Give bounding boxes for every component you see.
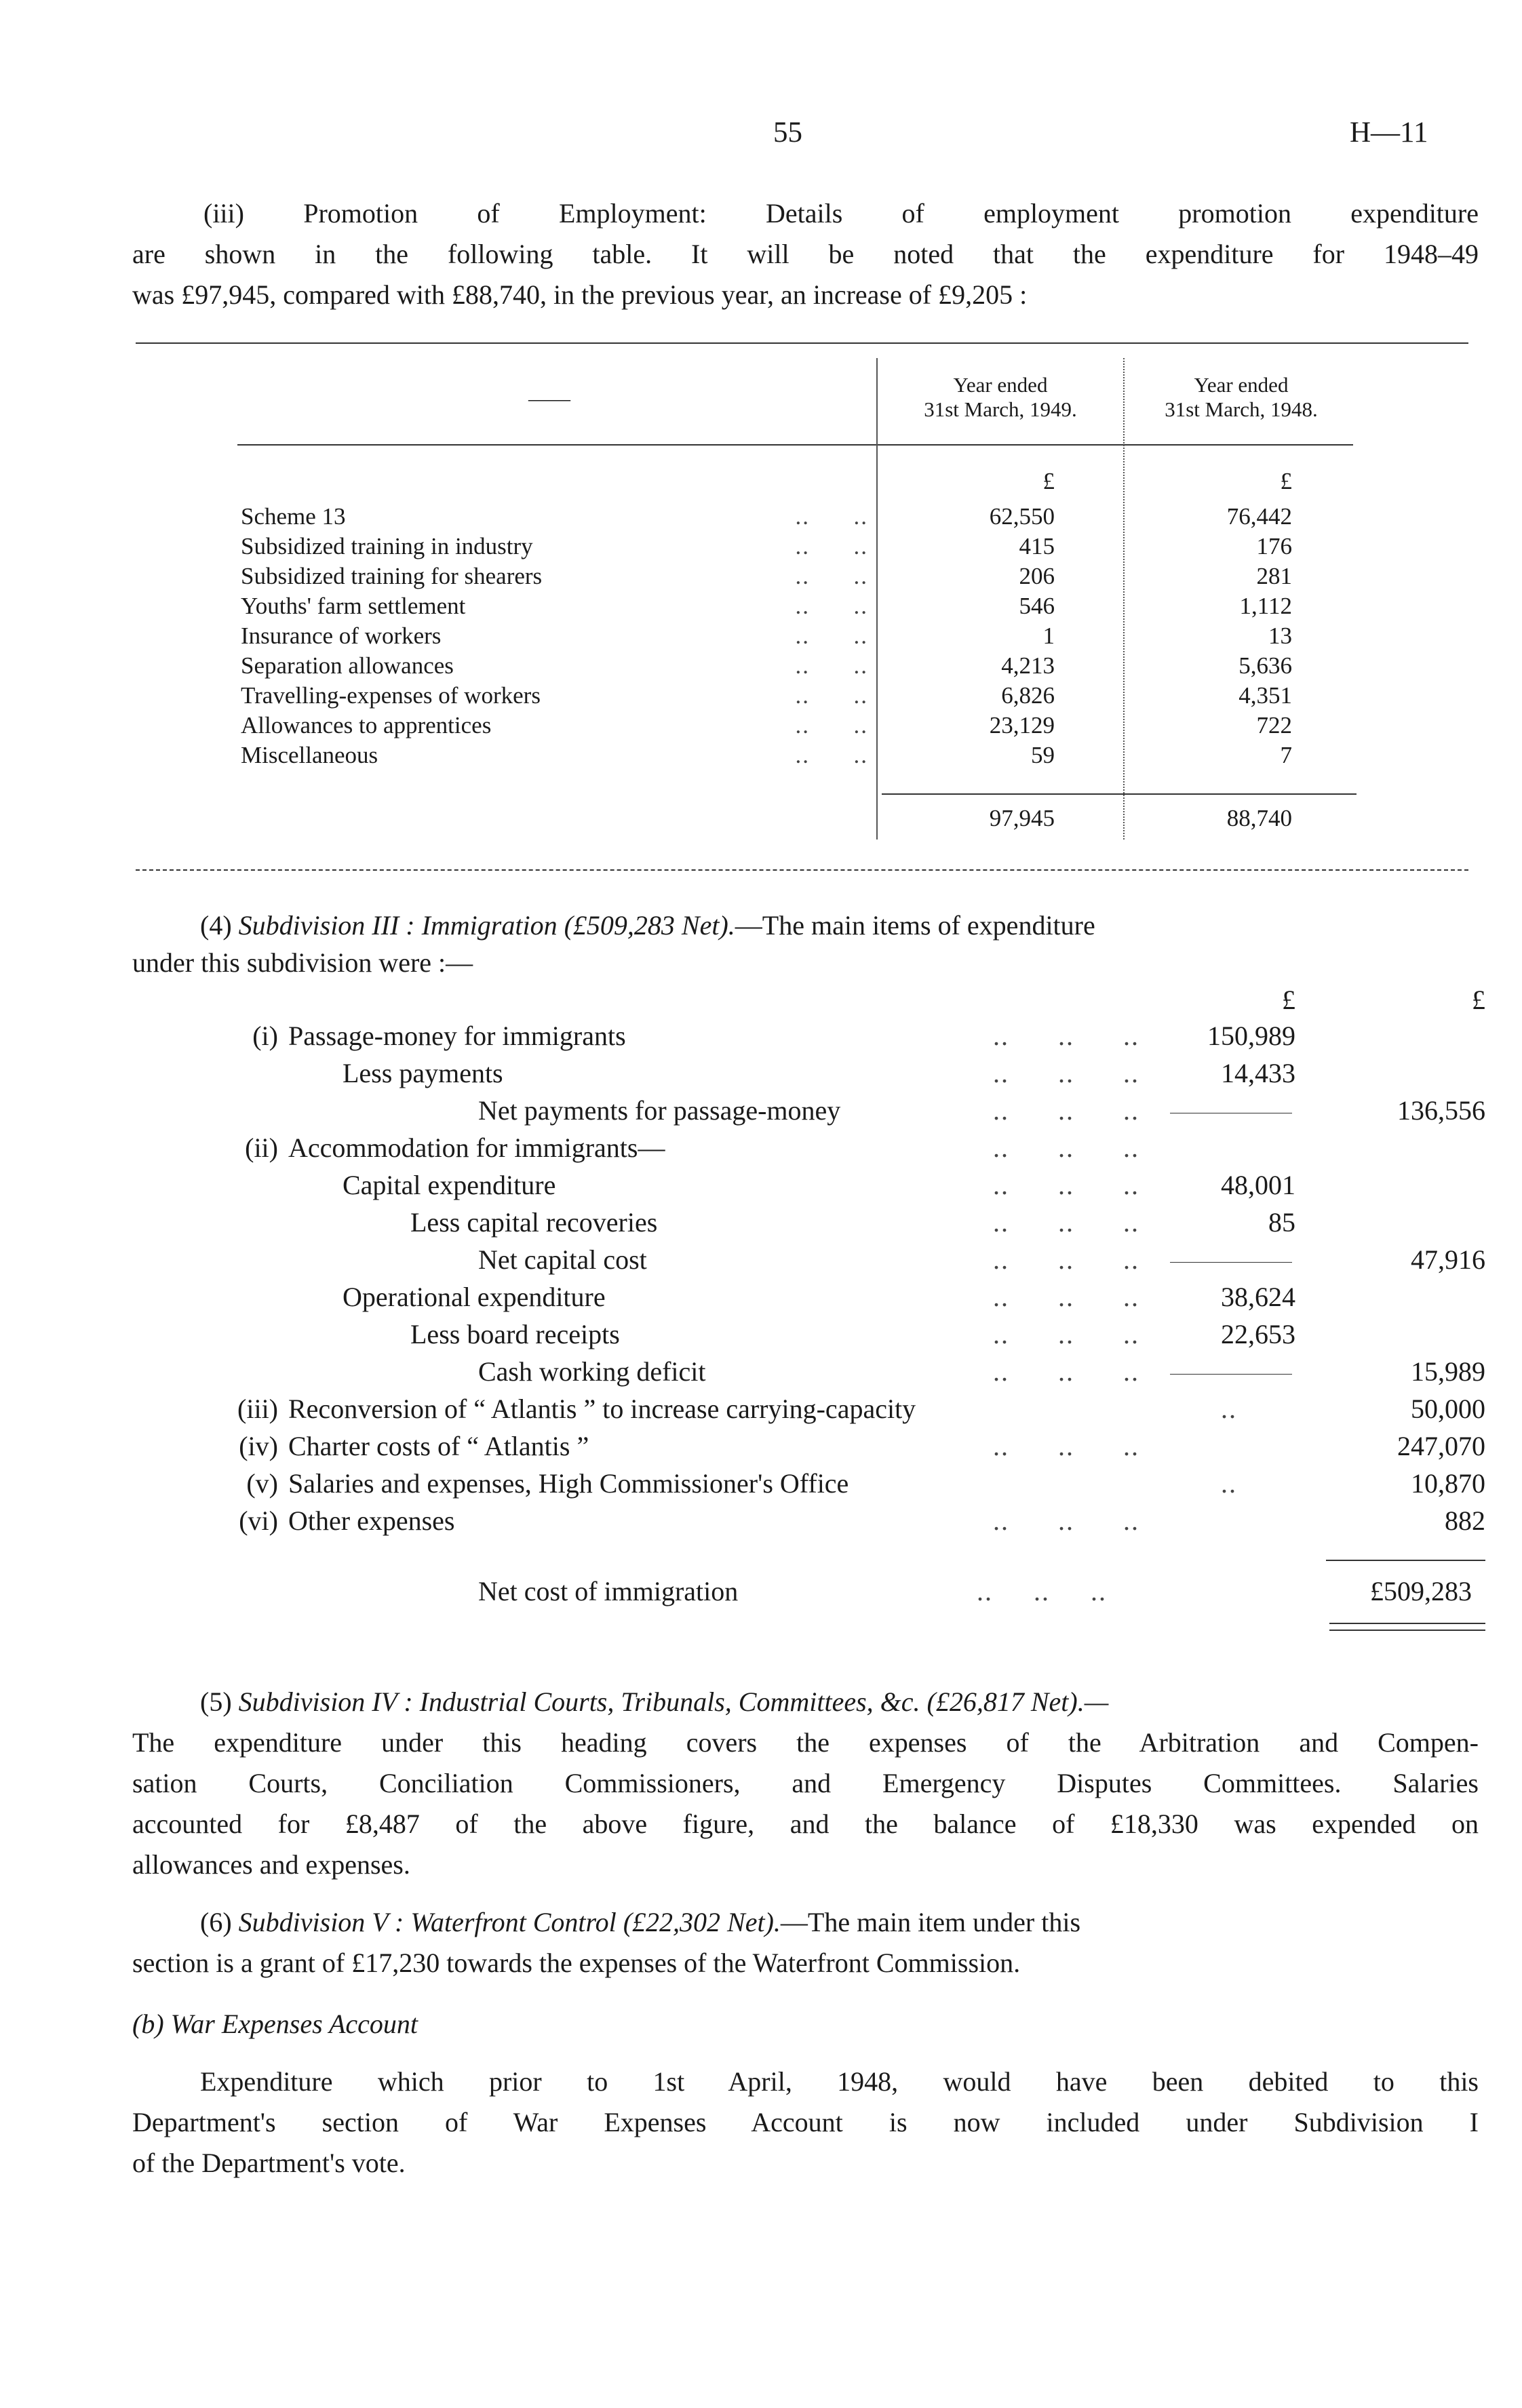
unit-pound-1949: £ xyxy=(1042,468,1055,494)
table-cell-1949: 62,550 xyxy=(989,503,1055,530)
waterfront-heading-title: Subdivision V : Waterfront Control (£22,302 Net). xyxy=(238,1907,781,1937)
immigration-heading xyxy=(200,909,1489,943)
immigration-item-number: (v) xyxy=(246,1468,278,1499)
table-cell-1949: 415 xyxy=(1019,533,1055,559)
immigration-item-leader: .. .. .. xyxy=(993,1095,1139,1126)
immigration-item-total: 10,870 xyxy=(1411,1468,1485,1499)
immigration-item-leader: .. .. .. xyxy=(993,1170,1139,1200)
table-row-leader: .. .. xyxy=(795,593,868,619)
immigration-item-leader: .. .. .. xyxy=(993,1207,1139,1238)
immigration-item-leader: .. .. .. xyxy=(993,1319,1139,1349)
immigration-item-leader: .. xyxy=(1221,1468,1237,1499)
immigration-item-total: 136,556 xyxy=(1397,1095,1485,1126)
immigration-item-total: 882 xyxy=(1445,1505,1485,1536)
column-header-1949 xyxy=(885,373,1116,422)
table-row-label: Travelling-expenses of workers xyxy=(241,682,541,709)
promotion-paragraph-line-2: are shown in the following table. It will be noted that the expenditure for 1948–49 xyxy=(132,239,1479,269)
immigration-heading-number: (4) xyxy=(200,910,232,941)
immigration-item-leader: .. .. .. xyxy=(993,1282,1139,1312)
immigration-item-leader: .. .. .. xyxy=(993,1505,1139,1536)
immigration-subtotal-rule xyxy=(1170,1374,1292,1375)
table-row-leader: .. .. xyxy=(795,503,868,530)
immigration-item-amount: 38,624 xyxy=(1221,1282,1295,1312)
table-cell-1949: 546 xyxy=(1019,593,1055,619)
table-row-leader: .. .. xyxy=(795,623,868,649)
war-expenses-line-3: of the Department's vote. xyxy=(132,2148,406,2178)
immigration-item-leader: .. .. .. xyxy=(993,1021,1139,1051)
immigration-item-amount: 48,001 xyxy=(1221,1170,1295,1200)
immigration-item-label: Operational expenditure xyxy=(343,1282,606,1312)
table-cell-1949: 6,826 xyxy=(1001,682,1055,709)
immigration-item-leader: .. xyxy=(1221,1394,1237,1424)
immigration-item-total: 47,916 xyxy=(1411,1244,1485,1275)
table-row-leader: .. .. xyxy=(795,533,868,559)
immigration-item-label: Less board receipts xyxy=(410,1319,620,1349)
table-row-leader: .. .. xyxy=(795,682,868,709)
industrial-courts-line-1: The expenditure under this heading covers the expenses of the Arbitration and Compen- xyxy=(132,1727,1479,1758)
immigration-item-number: (vi) xyxy=(239,1505,278,1536)
table-row-label: Subsidized training for shearers xyxy=(241,563,543,589)
immigration-item-amount: 150,989 xyxy=(1207,1021,1295,1051)
immigration-item-number: (iii) xyxy=(237,1394,278,1424)
industrial-courts-heading-number: (5) xyxy=(200,1686,232,1717)
table-row-leader: .. .. xyxy=(795,652,868,679)
immigration-intro: under this subdivision were :— xyxy=(132,947,473,978)
war-expenses-heading-number: (b) xyxy=(132,2009,164,2039)
table-column-divider-2 xyxy=(1123,358,1125,840)
immigration-unit-b: £ xyxy=(1472,985,1485,1015)
immigration-item-total: 50,000 xyxy=(1411,1394,1485,1424)
immigration-heading-rest: —The main items of expenditure xyxy=(735,910,1095,941)
war-expenses-line-2: Department's section of War Expenses Account is now included under Subdivision I xyxy=(132,2107,1479,2137)
net-cost-rule xyxy=(1326,1560,1485,1561)
page-number: 55 xyxy=(773,117,802,149)
net-cost-leader: .. .. .. xyxy=(977,1576,1107,1606)
industrial-courts-heading-title: Subdivision IV : Industrial Courts, Tribunals, Committees, &c. (£26,817 Net).— xyxy=(238,1686,1109,1717)
table-total-rule xyxy=(882,793,1357,795)
column-header-1949-line2: 31st March, 1949. xyxy=(924,397,1077,421)
immigration-item-total: 15,989 xyxy=(1411,1356,1485,1387)
immigration-item-amount: 85 xyxy=(1268,1207,1295,1238)
industrial-courts-heading xyxy=(200,1685,1489,1719)
table-row-leader: .. .. xyxy=(795,712,868,738)
net-cost-double-rule-1 xyxy=(1329,1623,1485,1624)
immigration-item-number: (ii) xyxy=(245,1132,278,1163)
table-bottom-rule xyxy=(136,869,1468,871)
table-cell-1948: 722 xyxy=(1256,712,1292,738)
immigration-item-number: (i) xyxy=(252,1021,278,1051)
table-cell-1949: 4,213 xyxy=(1001,652,1055,679)
table-stub-header: —— xyxy=(528,387,570,410)
immigration-item-amount: 22,653 xyxy=(1221,1319,1295,1349)
table-top-rule xyxy=(136,342,1468,344)
unit-pound-1948: £ xyxy=(1280,468,1292,494)
table-cell-1949: 59 xyxy=(1031,742,1055,768)
table-cell-1948: 76,442 xyxy=(1226,503,1292,530)
immigration-item-label: Salaries and expenses, High Commissioner's Office xyxy=(288,1468,849,1499)
table-cell-1949: 23,129 xyxy=(989,712,1055,738)
table-row-label: Subsidized training in industry xyxy=(241,533,533,559)
table-row-label: Insurance of workers xyxy=(241,623,442,649)
table-row-label: Miscellaneous xyxy=(241,742,378,768)
immigration-item-label: Net capital cost xyxy=(478,1244,647,1275)
table-row-leader: .. .. xyxy=(795,563,868,589)
immigration-item-label: Passage-money for immigrants xyxy=(288,1021,626,1051)
table-row-label: Scheme 13 xyxy=(241,503,346,530)
immigration-unit-a: £ xyxy=(1282,985,1295,1015)
war-expenses-heading-title: War Expenses Account xyxy=(170,2009,418,2039)
promotion-paragraph-line-1: (iii) Promotion of Employment: Details of employment promotion expenditure xyxy=(203,198,1479,229)
waterfront-line-2: section is a grant of £17,230 towards the expenses of the Waterfront Commission. xyxy=(132,1948,1021,1978)
promotion-paragraph-line-3: was £97,945, compared with £88,740, in the previous year, an increase of £9,205 : xyxy=(132,279,1028,310)
immigration-heading-title: Subdivision III : Immigration (£509,283 Net). xyxy=(238,910,735,941)
table-cell-1948: 281 xyxy=(1256,563,1292,589)
immigration-item-label: Capital expenditure xyxy=(343,1170,556,1200)
table-cell-1948: 176 xyxy=(1256,533,1292,559)
table-cell-1948: 13 xyxy=(1268,623,1292,649)
document-reference: H—11 xyxy=(1350,117,1428,149)
column-header-1948-line2: 31st March, 1948. xyxy=(1165,397,1318,421)
table-row-label: Youths' farm settlement xyxy=(241,593,466,619)
column-header-1948-line1: Year ended xyxy=(1194,373,1289,397)
net-cost-label: Net cost of immigration xyxy=(478,1576,739,1606)
immigration-item-label: Charter costs of “ Atlantis ” xyxy=(288,1431,589,1461)
immigration-item-number: (iv) xyxy=(239,1431,278,1461)
immigration-item-label: Cash working deficit xyxy=(478,1356,706,1387)
table-column-divider-1 xyxy=(876,358,878,840)
immigration-subtotal-rule xyxy=(1170,1262,1292,1263)
immigration-item-total: 247,070 xyxy=(1397,1431,1485,1461)
immigration-item-label: Reconversion of “ Atlantis ” to increase carrying-capacity xyxy=(288,1394,916,1424)
immigration-item-leader: .. .. .. xyxy=(993,1244,1139,1275)
waterfront-heading-number: (6) xyxy=(200,1907,232,1937)
immigration-item-label: Other expenses xyxy=(288,1505,455,1536)
waterfront-heading xyxy=(200,1906,1489,1939)
industrial-courts-line-3: accounted for £8,487 of the above figure, and the balance of £18,330 was expended on xyxy=(132,1809,1479,1839)
table-cell-1948: 4,351 xyxy=(1238,682,1292,709)
net-cost-double-rule-2 xyxy=(1329,1630,1485,1631)
table-cell-1948: 5,636 xyxy=(1238,652,1292,679)
immigration-item-leader: .. .. .. xyxy=(993,1058,1139,1088)
immigration-item-label: Less payments xyxy=(343,1058,503,1088)
immigration-item-leader: .. .. .. xyxy=(993,1132,1139,1163)
table-cell-1949: 206 xyxy=(1019,563,1055,589)
column-header-1949-line1: Year ended xyxy=(953,373,1048,397)
table-header-rule xyxy=(237,444,1353,446)
industrial-courts-line-2: sation Courts, Conciliation Commissioners, and Emergency Disputes Committees. Salaries xyxy=(132,1768,1479,1798)
table-cell-1948: 7 xyxy=(1280,742,1292,768)
war-expenses-line-1: Expenditure which prior to 1st April, 1948, would have been debited to this xyxy=(200,2066,1479,2097)
column-header-1948 xyxy=(1133,373,1350,422)
waterfront-heading-rest: —The main item under this xyxy=(780,1907,1081,1937)
immigration-item-label: Less capital recoveries xyxy=(410,1207,658,1238)
immigration-item-leader: .. .. .. xyxy=(993,1356,1139,1387)
immigration-item-leader: .. .. .. xyxy=(993,1431,1139,1461)
net-cost-value: £509,283 xyxy=(1370,1576,1472,1606)
war-expenses-heading xyxy=(132,2007,418,2041)
table-row-leader: .. .. xyxy=(795,742,868,768)
table-cell-1948: 1,112 xyxy=(1239,593,1292,619)
immigration-item-label: Net payments for passage-money xyxy=(478,1095,841,1126)
total-1949: 97,945 xyxy=(989,805,1055,831)
table-cell-1949: 1 xyxy=(1042,623,1055,649)
immigration-item-label: Accommodation for immigrants— xyxy=(288,1132,665,1163)
table-row-label: Separation allowances xyxy=(241,652,454,679)
total-1948: 88,740 xyxy=(1226,805,1292,831)
table-row-label: Allowances to apprentices xyxy=(241,712,492,738)
immigration-item-amount: 14,433 xyxy=(1221,1058,1295,1088)
industrial-courts-line-4: allowances and expenses. xyxy=(132,1849,410,1880)
